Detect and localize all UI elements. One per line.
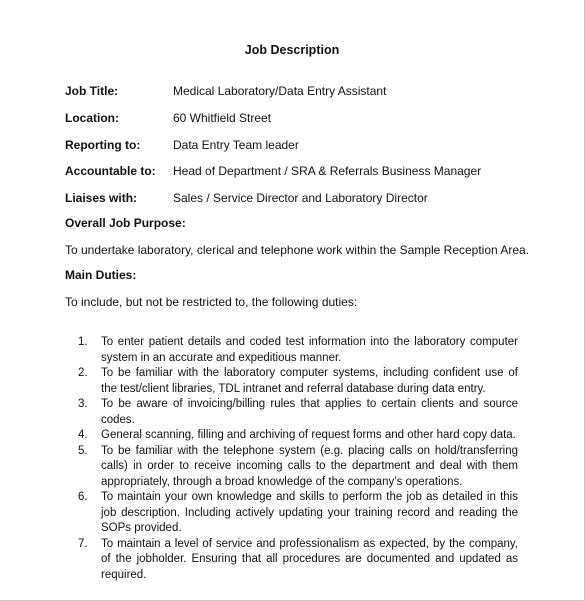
purpose-text: To undertake laboratory, clerical and telephone work within the Sample Reception Area. bbox=[65, 243, 530, 257]
item-number: 5. bbox=[78, 444, 88, 457]
field-value: 60 Whitfield Street bbox=[173, 111, 272, 125]
item-number: 3. bbox=[78, 398, 88, 410]
list-item bbox=[78, 428, 518, 444]
item-text: General scanning, filling and archiving of request forms and other hard copy data. bbox=[101, 429, 516, 441]
item-number: 6. bbox=[78, 491, 88, 503]
field-value: Head of Department / SRA & Referrals Business Manager bbox=[173, 164, 482, 178]
item-text: To enter patient details and coded test information into the laboratory computer system in an accurate and expeditious manner. bbox=[101, 336, 518, 364]
document-title: Job Description bbox=[244, 43, 340, 57]
duties-list bbox=[78, 335, 518, 583]
list-item bbox=[78, 397, 518, 428]
field-label: Liaises with: bbox=[65, 191, 138, 205]
duties-heading: Main Duties: bbox=[65, 268, 137, 282]
item-text: To be familiar with the laboratory computer systems, including confident use of the test/client libraries, TDL intranet and referral database during data entry. bbox=[101, 367, 518, 395]
item-number: 7. bbox=[78, 537, 88, 550]
item-number: 1. bbox=[78, 336, 88, 348]
item-text: To maintain a level of service and professionalism as expected, by the company, of the jobholder. Ensuring that all procedures are documented and updated as required. bbox=[101, 537, 518, 581]
item-number: 2. bbox=[78, 367, 88, 379]
item-text: To be familiar with the telephone system (e.g. placing calls on hold/transferring calls) in order to receive incoming calls to the department and deal with them appropriately, through a broad knowledge of the company’s operations. bbox=[101, 444, 518, 488]
field-label: Reporting to: bbox=[65, 138, 141, 152]
list-item bbox=[78, 444, 518, 491]
field-value: Medical Laboratory/Data Entry Assistant bbox=[173, 84, 387, 98]
field-value: Sales / Service Director and Laboratory Director bbox=[173, 191, 428, 205]
list-item bbox=[78, 537, 518, 584]
field-label: Job Title: bbox=[65, 84, 119, 98]
duties-intro: To include, but not be restricted to, the following duties: bbox=[65, 295, 358, 309]
field-value: Data Entry Team leader bbox=[173, 138, 299, 152]
list-item bbox=[78, 335, 518, 366]
item-text: To be aware of invoicing/billing rules that applies to certain clients and source codes. bbox=[101, 398, 518, 426]
list-item bbox=[78, 490, 518, 537]
purpose-heading: Overall Job Purpose: bbox=[65, 216, 186, 230]
item-text: To maintain your own knowledge and skills to perform the job as detailed in this job description. Including actively updating your training record and reading the SOPs provided. bbox=[101, 491, 518, 534]
item-number: 4. bbox=[78, 429, 88, 441]
field-label: Accountable to: bbox=[65, 164, 156, 178]
list-item bbox=[78, 366, 518, 397]
field-label: Location: bbox=[65, 111, 119, 125]
